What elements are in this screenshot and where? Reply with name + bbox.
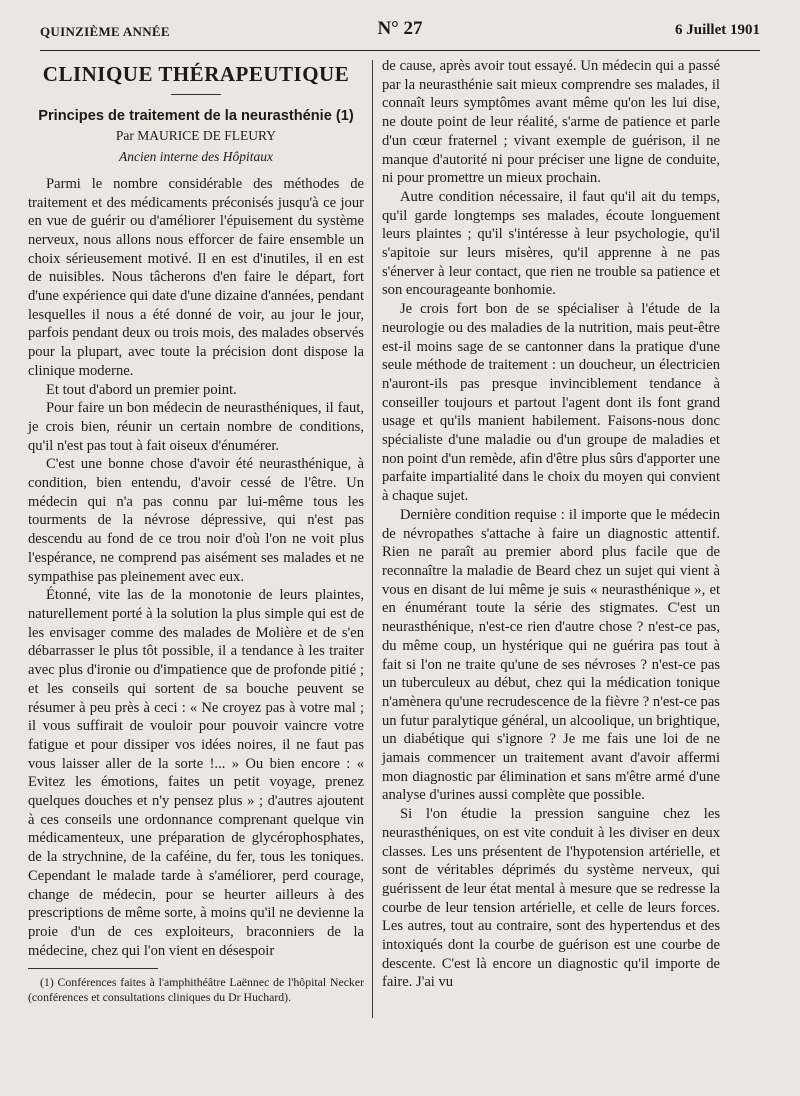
author-affiliation: Ancien interne des Hôpitaux <box>118 149 274 165</box>
issue-number: N° 27 <box>377 18 423 39</box>
footnote-divider <box>28 968 158 969</box>
paragraph: C'est une bonne chose d'avoir été neurasthénique, à condition, bien entendu, d'avoir cessé de l'être. Un médecin qui n'a pas connu par lui-même tous les tourments de la névrose dépressive, qui n'est pas descendu au fond de ce trou noir d'où l'on ne voit plus l'espérance, ne comprend pas aisément ses malades et ne sympathise pas pleinement avec eux. <box>28 456 364 585</box>
article-byline: Par MAURICE DE FLEURY <box>115 128 277 144</box>
left-column <box>28 57 364 1005</box>
column-divider <box>372 60 373 1018</box>
year-label: QUINZIÈME ANNÉE <box>40 24 170 39</box>
title-divider <box>171 94 221 95</box>
section-title: CLINIQUE THÉRAPEUTIQUE <box>42 62 350 86</box>
paragraph: Si l'on étudie la pression sanguine chez les neurasthéniques, on est vite conduit à les diviser en deux classes. Les uns présentent de l'hypotension artérielle, et sont de véritables déprimés du système nerveux, qui guérissent de leur état mental à mesure que se redresse la courbe de leur tension artérielle, et celle de leurs forces. Les autres, tout au contraire, sont des hypertendus et des intoxiqués dont la courbe de guérison est une courbe de descente. C'est là encore un diagnostic qu'il importe de faire. J'ai vu <box>382 806 720 991</box>
article-title: Principes de traitement de la neurasthénie (1) <box>38 107 354 124</box>
paragraph: Étonné, vite las de la monotonie de leurs plaintes, naturellement porté à la solution la plus simple qui est de les envisager comme des malades de Molière et de s'en débarrasser le plus tôt possible, il a tendance à les traiter avec plus d'ironie ou d'impatience que de profonde pitié ; et les conseils qui sortent de sa bouche peuvent se résumer à peu près à ceci : « Ne croyez pas à votre mal ; il vous suffirait de vouloir pour pouvoir vaincre votre fatigue et pour dissiper vos idées noires, il ne faut pas vous laisser aller de la sorte !... » Ou bien encore : « Evitez les émotions, faites un petit voyage, prenez quelques douches et n'y pensez plus » ; d'autres ajoutent à ces conseils une ordonnance comprenant quelque vin médicamenteux, une préparation de glycérophosphates, de la strychnine, de la caféine, du fer, tous les toniques. Cependant le malade tarde à s'améliorer, perd courage, change de médecin, pour se heurter ailleurs à des prescriptions de même sorte, à moins qu'il ne devienne la proie d'un de ces exploiteurs, braconniers de la médecine, chez qui l'on vient en désespoir <box>28 587 364 959</box>
paragraph: Pour faire un bon médecin de neurasthéniques, il faut, je crois bien, réunir un certain nombre de conditions, qu'il n'est pas tout à fait oiseux d'énumérer. <box>28 400 364 454</box>
paragraph: de cause, après avoir tout essayé. Un médecin qui a passé par la neurasthénie sait mieux comprendre ses malades, il connaît leurs symptômes avant même qu'on les lui dise, ne doute point de leur réalité, s'arme de patience et parle d'un cœur fraternel ; vivant exemple de guérison, il ne manque d'autorité ni pour préciser une ligne de conduite, ni pour promettre un mieux prochain. <box>382 58 720 187</box>
paragraph: Parmi le nombre considérable des méthodes de traitement et des médicaments préconisés jusqu'à ce jour en vue de guérir ou d'améliorer l'épuisement du système nerveux, nous allons nous efforcer de faire ensemble un choix sérieusement motivé. Il en est d'inutiles, il en est de nuisibles. Nous tâcherons d'en faire le départ, fort d'une expérience qui date d'une dizaine d'années, pendant lesquelles il nous a été donné de voir, au jour le jour, parfois pendant deux ou trois mois, des malades observés pour la plupart, avec toute la précision dont dispose la clinique moderne. <box>28 175 364 379</box>
issue-date: 6 Juillet 1901 <box>675 22 760 38</box>
right-column <box>382 57 720 992</box>
footnote: (1) Conférences faites à l'amphithéâtre Laënnec de l'hôpital Necker (conférences et consultations cliniques du Dr Huchard). <box>28 975 364 1005</box>
running-header <box>40 16 760 51</box>
paragraph: Et tout d'abord un premier point. <box>46 381 237 398</box>
paragraph: Je crois fort bon de se spécialiser à l'étude de la neurologie ou des maladies de la nutrition, mais peut-être est-il moins sage de se cantonner dans la pratique d'une seule méthode de traitement : un doucheur, un électricien n'auront-ils pas presque invinciblement tendance à conseiller toujours et partout l'agent dont ils font grand usage et qu'ils manient habilement. Faisons-nous donc spécialiste d'une maladie ou d'un groupe de maladies et non point d'un remède, afin d'être plus sûrs d'apporter une parfaite impartialité dans le choix du moyen qui convient à chaque sujet. <box>382 301 720 505</box>
paragraph: Autre condition nécessaire, il faut qu'il ait du temps, qu'il garde longtemps ses malades, écoute longuement leurs plaintes ; qu'il s'intéresse à leur psychologie, qu'il s'apitoie sur leurs misères, qu'il apprenne à ne pas s'énerver à leur contact, que rien ne trouble sa patience et son encourageante bonhomie. <box>382 188 720 299</box>
paragraph: Dernière condition requise : il importe que le médecin de névropathes s'attache à faire un diagnostic attentif. Rien ne paraît au premier abord plus facile que de reconnaître la maladie de Beard chez un sujet qui vient à vous en disant de lui même je suis « neurasthénique », et en énumérant toute la série des stigmates. C'est un neurasthénique, n'est-ce rien d'autre chose ? n'est-ce pas, du même coup, un hystérique qui ne guérira pas tout à fait si l'on ne traite qu'une de ses névroses ? n'est-ce pas un tuberculeux au début, chez qui la médication tonique n'amènera qu'une recrudescence de la fièvre ? n'est-ce pas un futur paralytique général, un alcoolique, un brightique, un diabétique qui s'ignore ? Je me fais une loi de ne jamais commencer un traitement avant d'avoir affermi mon diagnostic par élimination et sans m'être armé d'une analyse d'urines aussi complète que possible. <box>382 506 720 804</box>
